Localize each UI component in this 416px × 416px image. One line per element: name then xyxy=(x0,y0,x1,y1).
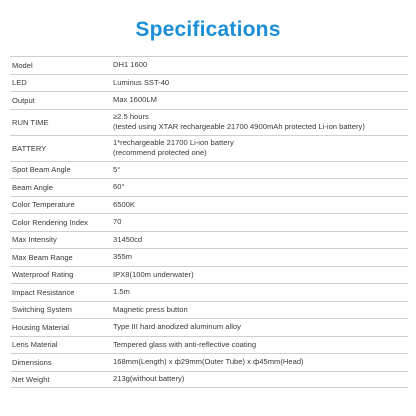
spec-row-dimensions xyxy=(10,353,408,371)
spec-row-max-intensity xyxy=(10,231,408,249)
spec-value: Tempered glass with anti-reflective coating xyxy=(113,339,257,349)
spec-label: Max Beam Range xyxy=(12,252,73,262)
spec-label: Net Weight xyxy=(12,374,50,384)
spec-value: 5° xyxy=(113,164,121,174)
spec-label: Color Rendering Index xyxy=(12,217,88,227)
spec-row-run-time xyxy=(10,109,408,135)
spec-label: Spot Beam Angle xyxy=(12,165,71,175)
spec-value: 168mm(Length) x ф29mm(Outer Tube) x ф45mm(Head) xyxy=(113,357,304,367)
spec-row-housing-material xyxy=(10,318,408,336)
spec-value: 213g(without battery) xyxy=(113,374,185,384)
spec-value: Type III hard anodized aluminum alloy xyxy=(113,322,241,332)
spec-row-lens-material xyxy=(10,336,408,354)
spec-row-led xyxy=(10,74,408,92)
page-title: Specifications xyxy=(135,18,281,41)
spec-table xyxy=(10,56,408,388)
spec-label: LED xyxy=(12,78,27,88)
spec-value: 1*rechargeable 21700 Li-ion battery (recommend protected one) xyxy=(113,138,234,157)
spec-value: 70 xyxy=(113,217,122,227)
spec-label: Beam Angle xyxy=(12,182,53,192)
spec-label: Dimensions xyxy=(12,357,52,367)
spec-label: Model xyxy=(12,60,33,70)
spec-row-spot-beam-angle xyxy=(10,161,408,179)
spec-label: Lens Material xyxy=(12,340,58,350)
spec-value: DH1 1600 xyxy=(113,60,148,70)
spec-label: Color Temperature xyxy=(12,200,75,210)
spec-row-max-beam-range xyxy=(10,248,408,266)
spec-row-output xyxy=(10,91,408,109)
spec-row-beam-angle xyxy=(10,178,408,196)
spec-row-battery xyxy=(10,135,408,161)
spec-label: Housing Material xyxy=(12,322,69,332)
spec-row-color-rendering-index xyxy=(10,213,408,231)
spec-label: Switching System xyxy=(12,305,72,315)
spec-value: Luminus SST-40 xyxy=(113,77,170,87)
spec-value: IPX8(100m underwater) xyxy=(113,269,194,279)
spec-label: BATTERY xyxy=(12,143,47,153)
spec-row-net-weight xyxy=(10,371,408,389)
spec-value: ≥2.5 hours (tested using XTAR rechargeable 21700 4900mAh protected Li-ion battery) xyxy=(113,112,365,131)
spec-row-color-temperature xyxy=(10,196,408,214)
spec-label: RUN TIME xyxy=(12,117,49,127)
spec-value: Magnetic press button xyxy=(113,304,188,314)
spec-row-waterproof-rating xyxy=(10,266,408,284)
spec-value: 355m xyxy=(113,252,132,262)
spec-row-impact-resistance xyxy=(10,283,408,301)
spec-value: 6500K xyxy=(113,199,135,209)
spec-label: Output xyxy=(12,95,35,105)
spec-label: Waterproof Rating xyxy=(12,270,74,280)
spec-value: Max 1600LM xyxy=(113,95,157,105)
spec-row-switching-system xyxy=(10,301,408,319)
spec-label: Max Intensity xyxy=(12,235,57,245)
spec-value: 60° xyxy=(113,182,125,192)
spec-label: Impact Resistance xyxy=(12,287,75,297)
spec-value: 1.5m xyxy=(113,287,130,297)
spec-row-model xyxy=(10,56,408,74)
spec-value: 31450cd xyxy=(113,234,143,244)
